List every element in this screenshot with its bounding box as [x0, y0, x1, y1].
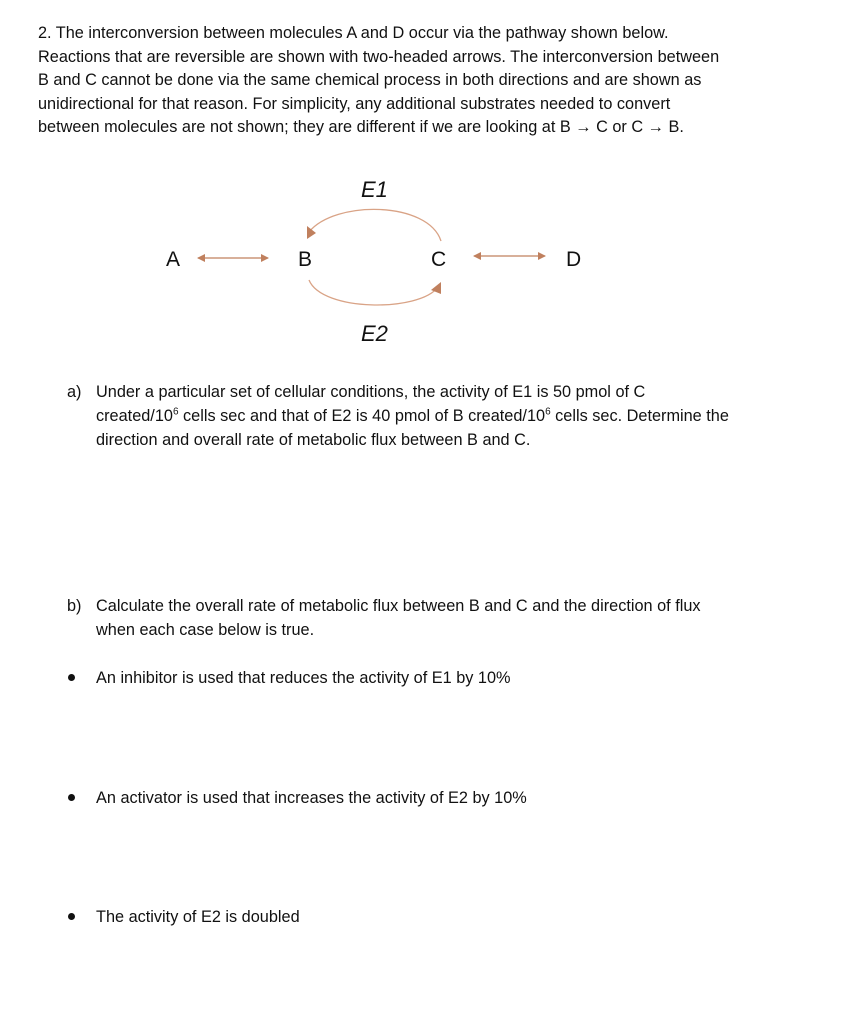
- intro-line: Reactions that are reversible are shown with two-headed arrows. The interconversion between: [38, 47, 720, 66]
- e1-curve-arrow: [309, 209, 441, 241]
- text-fragment: cells sec. Determine the: [550, 407, 729, 425]
- superscript: 6: [545, 406, 551, 418]
- bullet-dot: [68, 674, 75, 681]
- e2-curve-arrow: [309, 280, 438, 305]
- bullet-text: An activator is used that increases the activity of E2 by 10%: [96, 789, 527, 807]
- question-line: when each case below is true.: [96, 621, 315, 639]
- text-fragment: cells sec and that of E2 is 40 pmol of B created/10: [178, 407, 546, 425]
- node-c: C: [431, 248, 447, 271]
- question-line: direction and overall rate of metabolic flux between B and C.: [96, 431, 531, 449]
- question-marker: b): [67, 597, 82, 615]
- pathway-diagram: [0, 0, 858, 360]
- question-b-text: [96, 594, 701, 642]
- node-a: A: [166, 248, 181, 271]
- question-marker: a): [67, 383, 82, 401]
- question-line: Calculate the overall rate of metabolic flux between B and C and the direction of flux: [96, 597, 701, 615]
- question-a: [67, 380, 827, 456]
- bullet-text: An inhibitor is used that reduces the activity of E1 by 10%: [96, 669, 511, 687]
- intro-line: B and C cannot be done via the same chemical process in both directions and are shown as: [38, 71, 702, 89]
- question-line: Under a particular set of cellular conditions, the activity of E1 is 50 pmol of C: [96, 383, 646, 401]
- text-fragment: created/10: [96, 407, 173, 425]
- e1-arrowhead: [307, 226, 316, 239]
- bullet-dot: [68, 794, 75, 801]
- intro-line: between molecules are not shown; they are different if we are looking at B → C or C → B.: [38, 118, 684, 136]
- intro-line: unidirectional for that reason. For simplicity, any additional substrates needed to convert: [38, 94, 671, 113]
- node-d: D: [566, 248, 582, 271]
- intro-line: 2. The interconversion between molecules A and D occur via the pathway shown below.: [38, 24, 669, 42]
- question-b: [67, 594, 827, 644]
- superscript: 6: [172, 406, 179, 418]
- enzyme-label-e2: E2: [361, 321, 388, 346]
- question-line: [96, 404, 729, 428]
- question-a-text: [96, 380, 729, 452]
- bullet-dot: [68, 913, 75, 920]
- enzyme-label-e1: E1: [361, 177, 388, 202]
- bullet-text: The activity of E2 is doubled: [96, 908, 300, 926]
- node-b: B: [298, 248, 313, 271]
